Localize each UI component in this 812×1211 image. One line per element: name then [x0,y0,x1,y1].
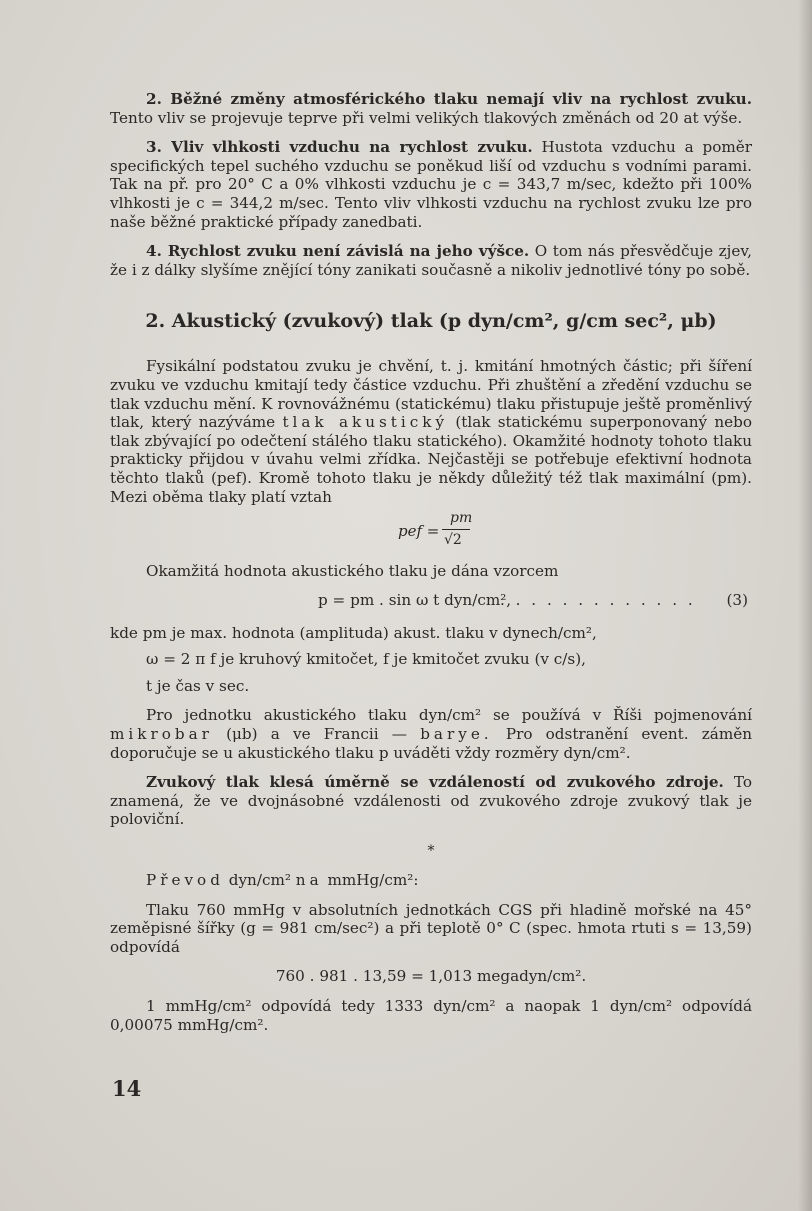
conversion-final: 1 mmHg/cm² odpovídá tedy 1333 dyn/cm² a naopak 1 dyn/cm² odpovídá 0,00075 mmHg/cm². [110,997,752,1034]
fraction-bar [442,529,470,530]
page-number: 14 [112,1076,142,1101]
distance-law-bold: Zvukový tlak klesá úměrně se vzdáleností od zvukového zdroje. [146,773,724,792]
page-edge-shadow [798,0,812,1211]
equation-number: (3) [726,590,748,609]
item-3 [110,138,752,231]
term-mikrobar: mikrobar [110,725,213,744]
item-4 [110,242,752,279]
item-2-text: Tento vliv se projevuje teprve při velmi velikých tlakových změnách od 20 at výše. [110,108,743,127]
where-line-2: ω = 2 π f je kruhový kmitočet, f je kmitočet zvuku (v c/s), [146,650,586,669]
paragraph-distance-law: Zvukový tlak klesá úměrně se vzdáleností od zvukového zdroje. To znamená, že ve dvojnásobné vzdálenosti od zvukového zdroje zvukový tlak je poloviční. [110,773,752,829]
item-4-lead: 4. Rychlost zvuku není závislá na jeho výšce. [146,242,530,261]
page-text [110,90,752,1034]
paragraph-physical-basis: Fysikální podstatou zvuku je chvění, t. j. kmitání hmotných částic; při šíření zvuku ve vzduchu kmitají tedy částice vzduchu. Při zhuštění a zředění vzduchu se tlak vzduchu mění. K rovnovážnému (statickému) tlaku přistupuje ještě proměnlivý tlak, který nazýváme tlak akustický (tlak statickému superponovaný nebo tlak zbývající po odečtení stálého tlaku statického). Okamžité hodnoty tohoto tlaku prakticky přijdou v úvahu velmi zřídka. Nejčastěji se potřebuje efektivní hodnota těchto tlaků (pef). Kromě tohoto tlaku je někdy důležitý též tlak maximální (pm). Mezi oběma tlaky platí vztah [110,357,753,506]
formula-instant-pressure: p = pm . sin ω t dyn/cm², . . . . . . . . . . . . . (3) [318,590,748,609]
where-line-1: kde pm je max. hodnota (amplituda) akust. tlaku v dynech/cm², [110,623,597,642]
conversion-label: Převod dyn/cm² na mmHg/cm²: [146,871,419,890]
term-barye: barye. [420,725,493,744]
item-2 [110,90,752,127]
term-acoustic-pressure: tlak akustický [282,413,449,432]
section-heading: 2. Akustický (zvukový) tlak (p dyn/cm², g/cm sec², μb) [145,310,717,333]
where-line-3: t je čas v sec. [146,676,250,695]
conversion-formula: 760 . 981 . 13,59 = 1,013 megadyn/cm². [275,967,587,986]
section-separator-star: * [427,843,435,860]
item-4-text: O tom nás přesvědčuje zjev, že i z dálky slyšíme znějící tóny zanikati současně a nikoliv jednotlivé tóny po sobě. [110,242,752,279]
paragraph-units: Pro jednotku akustického tlaku dyn/cm² se používá v Říši pojmenování mikrobar (μb) a ve Francii — barye. Pro odstranění event. záměn doporučuje se u akustického tlaku p uváděti vždy rozměry dyn/cm². [110,706,753,762]
paragraph-instant-value: Okamžitá hodnota akustického tlaku je dána vzorcem [146,562,559,581]
item-3-lead: 3. Vliv vlhkosti vzduchu na rychlost zvuku. [146,138,533,157]
leader-dots: . . . . . . . . . . . . . [500,590,696,609]
item-3-text: Hustota vzduchu a poměr specifických tepel suchého vzduchu se poněkud liší od vzduchu s vodními parami. Tak na př. pro 20° C a 0% vlhkosti vzduchu je c = 343,7 m/sec, kdežto při 100% vlhkosti je c = 344,2 m/sec. Tento vliv vlhkosti vzduchu na rychlost zvuku lze pro naše běžné praktické případy zanedbati. [110,138,752,231]
item-2-lead: 2. Běžné změny atmosférického tlaku nemají vliv na rychlost zvuku. [146,90,752,108]
formula-effective-pressure: pef = pm √2 [398,510,473,549]
conversion-paragraph: Tlaku 760 mmHg v absolutních jednotkách CGS při hladině mořské na 45° zeměpisné šířky (g = 981 cm/sec²) a při teplotě 0° C (spec. hmota rtuti s = 13,59) odpovídá [110,900,752,956]
